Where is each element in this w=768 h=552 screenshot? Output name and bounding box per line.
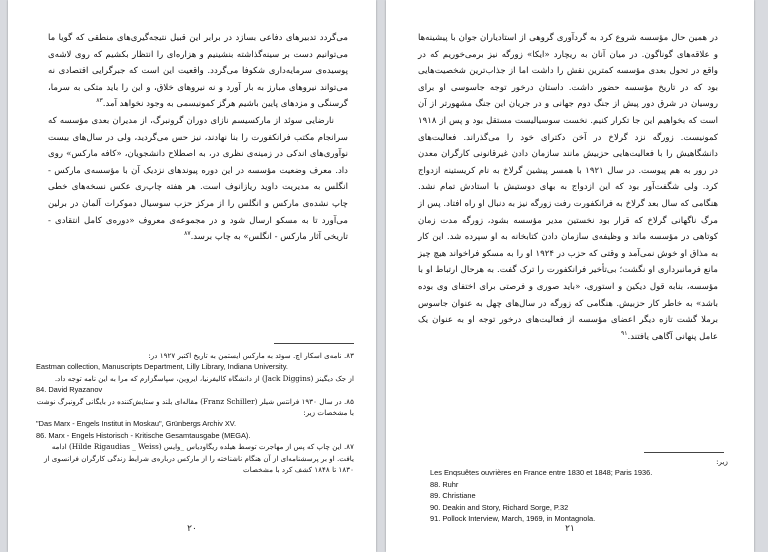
footnote-89: 89. Christiane [430, 491, 476, 501]
left-paragraph-1-text: می‌گردد تدبیرهای دفاعی بسازد در برابر این قبیل نتیجه‌گیری‌های منطقی که گویا ما می‌توانیم دست بر سینه‌گذاشته بنشینیم و هزاره‌ای را انتظار بکشیم که روی لاشه‌ی پوسیده‌ی سرمایه‌داری شکوفا می‌گردد. واقعیت این است که جبرگرایی اقتصادی نه می‌تواند نیروهای مبارز به بار آورد و نه نیروهای خلاق، و این را باید متکی به سرما، گرسنگی و مزدهای پایین باشیم هرگز کمونیسمی به وجود نخواهد آمد. [48, 33, 348, 110]
right-footnotes [430, 456, 728, 524]
footnote-87: ۸۷. این چاپ که پس از مهاجرت توسط هیلده ریگاودیاس _وایس (Hilde Rigaudias _ Weiss) ادامه یافت. او بر پرسشنامه‌ای از آن هنگام ناشناخته را از مارکس درباره‌ی شرایط زندگی کارگران فرانسوی از ۱۸۳۰ تا ۱۸۴۸ کشف کرد با مشخصات [44, 442, 354, 475]
page-21 [386, 0, 754, 552]
footnote-85: ۸۵. در سال ۱۹۳۰ فرانتس شیلر (Franz Schiller) مقاله‌ای بلند و ستایش‌کننده در بایگانی گرونبرگ نوشت با مشخصات زیر: [36, 396, 354, 418]
footnote-88: 88. Ruhr [430, 479, 459, 489]
right-paragraph-1-text: در همین حال مؤسسه شروع کرد به گردآوری گروهی از استادیاران جوان با پیشینه‌ها و علاقه‌های گوناگون. در میان آنان به ریچارد «ایکا» زورگه نیز برمی‌خوریم که در واقع در تحول بعدی مؤسسه کمترین نقش را داشت اما از جذاب‌ترین شخصیت‌هایی بود که در تاریخ مؤسسه حضور داشت. داستان درخور توجه جاسوسی او برای روسیان در شرق دور پیش از جنگ دوم جهانی و در جریان این جنگ مشهورتر از آن است که بخواهیم این جا تکرار کنیم. نخست سوسیالیست مستقل بود و پس از ۱۹۱۸ کمونیست. زورگه نزد گرلاخ در آخن دکترای خود را می‌گذراند. فعالیت‌های دانشگاهیش را با فعالیت‌هایی حزبیش مانند سازمان دادن غیرقانونی کارگران معدن در رور به هم پیوست. در سال ۱۹۲۱ با همسر پیشین گرلاخ به نام کریستینه ازدواج کرد. ولی شگفت‌آور بود که این ازدواج به بهای دوستیش با استادش تمام نشد. هنگامی که سال بعد گرلاخ به فرانکفورت رفت زورگه نیز به دنبال او راه افتاد. پس از مرگ ناگهانی گرلاخ که قرار بود نخستین مدیر مؤسسه بشود، زورگه مدت زمان کوتاهی در مؤسسه ماند و وظیفه‌ی سازمان دادن کتابخانه به او سپرده شد. این کار به مذاق او خوش نمی‌آمد و وقتی که حزب در ۱۹۲۴ او را به مسکو فراخواند هیچ چیز مانع فرمانبرداری او نگشت؛ بی‌تأخیر فرانکفورت را ترک گفت. به هرحال ارتباط او با مؤسسه، بنابه قول دیکین و استوری، «باید صوری و فرصتی برای اختفای وی بوده باشد» به خاطر کار حزبیش. هنگامی که زورگه در سال‌های چهل به عنوان جاسوس برملا گشت تازه دیگر اعضای مؤسسه از فعالیت‌های درخور توجه او به عنوان یک عامل پنهانی آگاهی یافتند. [418, 33, 718, 342]
footnote-83: ۸۳. نامه‌ی اسکار اچ. سوئد به مارکس ایستمن به تاریخ اکتبر ۱۹۲۷ در: [148, 351, 354, 360]
footnote-83-note: از جک دیگینز (Jack Diggins) از دانشگاه کالیفرنیا، ایروین، سپاسگزارم که مرا به این نامه توجه داد. [54, 373, 354, 383]
footnote-90: 90. Deakin and Story, Richard Sorge, P.32 [430, 502, 569, 512]
footnote-88-source: Les Enqsuêtes ouvrières en France entre 1830 et 1848; Paris 1936. [430, 468, 653, 478]
footnote-88-head: زیر: [716, 457, 728, 466]
footnote-85-source: "Das Marx - Engels Institut in Moskau", Grünbergs Archiv XV. [36, 419, 237, 429]
page-20 [8, 0, 376, 552]
footnote-mark-83: ۸۳ [96, 97, 103, 105]
left-paragraph-1 [48, 30, 348, 113]
footnote-mark-87: ۸۷ [184, 230, 191, 238]
footnote-91: 91. Pollock Interview, March, 1969, in Montagnola. [430, 514, 596, 524]
left-paragraph-2-text: نارضایی سوئد از مارکسیسم نازای دوران گرونبرگ، از مدیران بعدی مؤسسه که سرانجام مکتب فرانکفورت را بنا نهادند، نیز حس می‌گردید، ولی در سال‌های بیست نوآوری‌های اندکی در زمینه‌ی نظری در، به اصطلاح دانشجویان، «کافه مارکس» روی داد. معرف وضعیت مؤسسه در این دوره پیوندهای نزدیک آن با مؤسسه‌ی مارکس - انگلس به مدیریت داوید ریازانوف است. هر هفته چاپ‌ری عکس نسخه‌های خطی چاپ نشده‌ی مارکس و انگلس را از مرکز حزب سوسیال دموکرات آلمان در برلین می‌آورد تا به مسکو ارسال شود و در مجموعه‌ی معروف «دوره‌ی کامل انتقادی - تاریخی آثار مارکس - انگلس» به چاپ برسد. [48, 115, 348, 243]
right-body-text [418, 30, 718, 345]
page-number-20: ۲۰ [187, 524, 197, 534]
left-footnotes [36, 350, 354, 475]
footnote-83-source: Eastman collection, Manuscripts Department, Lilly Library, Indiana University. [36, 362, 288, 372]
left-paragraph-2 [48, 113, 348, 246]
footnote-86: 86. Marx - Engels Historisch - Kritische Gesamtausgabe (MEGA). [36, 430, 251, 440]
page-number-21: ۲۱ [565, 524, 575, 534]
right-footnote-rule [644, 452, 724, 453]
right-paragraph-1 [418, 30, 718, 345]
left-body-text [48, 30, 348, 246]
footnote-84: 84. David Ryazanov [36, 385, 103, 395]
left-footnote-rule [274, 343, 354, 344]
footnote-mark-91: ۹۱ [621, 329, 628, 337]
